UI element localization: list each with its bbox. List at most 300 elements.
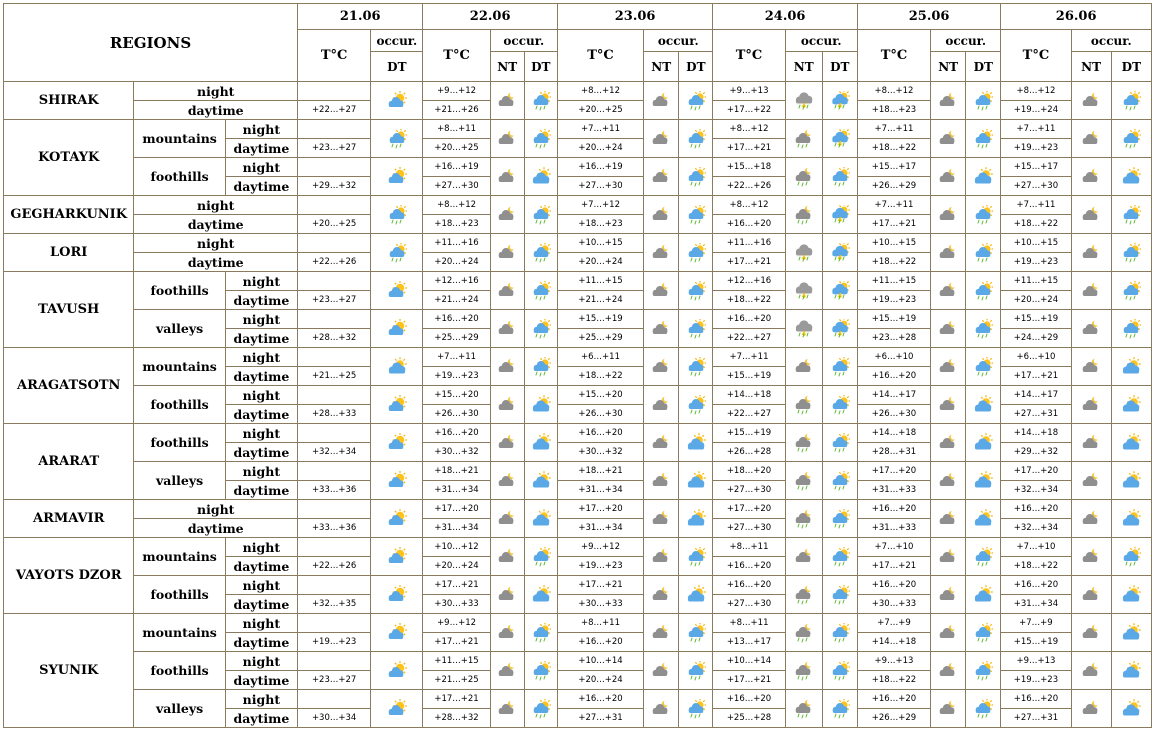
night-weather-icon-cell bbox=[931, 424, 966, 462]
daytime-temp: +13…+17 bbox=[713, 633, 785, 652]
night-weather-icon-cell bbox=[644, 538, 679, 576]
night-temp: +16…+20 bbox=[1001, 500, 1071, 519]
moon-cloud-icon bbox=[1081, 394, 1101, 413]
cloud-sun-icon bbox=[973, 394, 993, 413]
cloud-sun-icon bbox=[1121, 166, 1141, 185]
daytime-weather-icon-cell bbox=[1111, 196, 1151, 234]
daytime-temp: +17…+21 bbox=[713, 253, 785, 272]
night-weather-icon-cell bbox=[644, 576, 679, 614]
night-temp: +10…+14 bbox=[557, 652, 643, 671]
daytime-temp: +19…+23 bbox=[1001, 253, 1071, 272]
moon-cloud-icon bbox=[1081, 128, 1101, 147]
occurrence-header: occur. bbox=[1071, 30, 1151, 52]
daytime-temp: +21…+26 bbox=[423, 101, 490, 120]
zone-name: mountains bbox=[134, 348, 225, 386]
cloud-sun-rain-icon bbox=[830, 584, 850, 603]
moon-cloud-icon bbox=[1081, 166, 1101, 185]
cloud-sun-rain-icon bbox=[686, 204, 706, 223]
daytime-temp: +28…+31 bbox=[857, 443, 930, 462]
date-header: 23.06 bbox=[557, 4, 713, 30]
daytime-temp: +20…+24 bbox=[423, 253, 490, 272]
daytime-temp: +27…+30 bbox=[713, 519, 785, 538]
cloud-sun-rain-icon bbox=[830, 546, 850, 565]
zone-name: mountains bbox=[134, 614, 225, 652]
cloud-sun-rain-icon bbox=[387, 242, 407, 261]
moon-cloud-icon bbox=[1081, 432, 1101, 451]
daytime-weather-icon-cell bbox=[966, 310, 1001, 348]
night-weather-icon-cell bbox=[785, 576, 822, 614]
night-temp: +15…+17 bbox=[1001, 158, 1071, 177]
cloud-sun-rain-icon bbox=[686, 242, 706, 261]
daytime-temp: +17…+21 bbox=[713, 139, 785, 158]
night-weather-icon-cell bbox=[490, 234, 524, 272]
moon-cloud-icon bbox=[497, 242, 517, 261]
daytime-temp: +18…+22 bbox=[857, 253, 930, 272]
night-temp: +7…+11 bbox=[857, 196, 930, 215]
night-weather-icon-cell bbox=[931, 690, 966, 728]
time-of-day-daytime: daytime bbox=[225, 139, 297, 158]
daytime-temp: +27…+31 bbox=[1001, 709, 1071, 728]
daytime-weather-icon-cell bbox=[822, 158, 857, 196]
daytime-weather-icon-cell bbox=[524, 82, 557, 120]
table-row bbox=[4, 690, 1152, 709]
night-temp: +18…+21 bbox=[423, 462, 490, 481]
night-temp: +16…+19 bbox=[557, 158, 643, 177]
sun-cloud-icon bbox=[387, 546, 407, 565]
table-body bbox=[4, 82, 1152, 728]
daytime-weather-icon-cell bbox=[966, 652, 1001, 690]
first-day-night-temp bbox=[298, 310, 371, 329]
time-of-day-daytime: daytime bbox=[134, 215, 298, 234]
moon-cloud-icon bbox=[938, 508, 958, 527]
sun-cloud-icon bbox=[387, 584, 407, 603]
moon-cloud-icon bbox=[938, 166, 958, 185]
first-day-daytime-icon bbox=[371, 120, 423, 158]
night-temp: +14…+17 bbox=[1001, 386, 1071, 405]
moon-cloud-icon bbox=[651, 280, 671, 299]
moon-cloud-icon bbox=[497, 318, 517, 337]
daytime-weather-icon-cell bbox=[524, 386, 557, 424]
night-weather-icon-cell bbox=[785, 462, 822, 500]
night-temp: +8…+11 bbox=[713, 614, 785, 633]
moon-cloud-icon bbox=[497, 128, 517, 147]
moon-cloud-icon bbox=[497, 204, 517, 223]
zone-name: valleys bbox=[134, 690, 225, 728]
moon-cloud-icon bbox=[794, 356, 814, 375]
daytime-temp: +22…+27 bbox=[713, 329, 785, 348]
night-temp: +12…+16 bbox=[713, 272, 785, 291]
table-row bbox=[4, 120, 1152, 139]
night-weather-icon-cell bbox=[1071, 500, 1111, 538]
daytime-temp: +20…+24 bbox=[423, 557, 490, 576]
first-day-daytime-icon bbox=[371, 576, 423, 614]
night-temp: +17…+21 bbox=[423, 690, 490, 709]
first-day-night-temp bbox=[298, 196, 371, 215]
time-of-day-daytime: daytime bbox=[134, 253, 298, 272]
table-row bbox=[4, 538, 1152, 557]
night-weather-icon-cell bbox=[644, 158, 679, 196]
daytime-weather-icon-cell bbox=[1111, 576, 1151, 614]
daytime-weather-icon-cell bbox=[822, 310, 857, 348]
cloud-sun-rain-icon bbox=[830, 356, 850, 375]
daytime-temp: +25…+29 bbox=[423, 329, 490, 348]
sun-cloud-icon bbox=[387, 166, 407, 185]
moon-cloud-rain-icon bbox=[794, 584, 814, 603]
forecast-table-wrapper bbox=[3, 3, 1152, 728]
daytime-weather-icon-cell bbox=[524, 690, 557, 728]
daytime-weather-icon-cell bbox=[679, 272, 713, 310]
table-row bbox=[4, 576, 1152, 595]
first-day-daytime-icon bbox=[371, 386, 423, 424]
cloud-sun-rain-icon bbox=[531, 204, 551, 223]
night-weather-icon-cell bbox=[644, 424, 679, 462]
daytime-weather-icon-cell bbox=[966, 614, 1001, 652]
night-weather-icon-cell bbox=[1071, 120, 1111, 158]
night-weather-icon-cell bbox=[644, 690, 679, 728]
night-temp: +11…+15 bbox=[557, 272, 643, 291]
night-temp: +16…+20 bbox=[1001, 576, 1071, 595]
daytime-temp: +14…+18 bbox=[857, 633, 930, 652]
cloud-rain-storm-icon bbox=[794, 242, 814, 261]
daytime-weather-icon-cell bbox=[679, 158, 713, 196]
table-row bbox=[4, 652, 1152, 671]
cloud-sun-rain-icon bbox=[531, 242, 551, 261]
first-day-night-temp bbox=[298, 690, 371, 709]
night-temp: +7…+11 bbox=[857, 120, 930, 139]
cloud-sun-rain-icon bbox=[973, 128, 993, 147]
time-of-day-daytime: daytime bbox=[225, 709, 297, 728]
daytime-weather-icon-cell bbox=[822, 386, 857, 424]
daytime-temp: +26…+30 bbox=[857, 405, 930, 424]
daytime-temp: +19…+23 bbox=[423, 367, 490, 386]
daytime-weather-icon-cell bbox=[822, 576, 857, 614]
cloud-sun-rain-icon bbox=[531, 622, 551, 641]
first-day-daytime-icon bbox=[371, 158, 423, 196]
time-of-day-night: night bbox=[134, 196, 298, 215]
night-time-header: NT bbox=[931, 52, 966, 82]
daytime-temp: +19…+23 bbox=[1001, 671, 1071, 690]
night-temp: +10…+14 bbox=[713, 652, 785, 671]
moon-cloud-icon bbox=[938, 470, 958, 489]
night-weather-icon-cell bbox=[1071, 310, 1111, 348]
sun-cloud-icon bbox=[387, 622, 407, 641]
moon-cloud-icon bbox=[497, 356, 517, 375]
night-temp: +9…+13 bbox=[1001, 652, 1071, 671]
night-weather-icon-cell bbox=[785, 120, 822, 158]
cloud-sun-icon bbox=[1121, 660, 1141, 679]
temp-column-header: T°C bbox=[298, 30, 371, 82]
daytime-temp: +20…+25 bbox=[423, 139, 490, 158]
daytime-weather-icon-cell bbox=[679, 652, 713, 690]
night-temp: +8…+12 bbox=[1001, 82, 1071, 101]
moon-cloud-rain-icon bbox=[794, 470, 814, 489]
daytime-temp: +18…+22 bbox=[857, 139, 930, 158]
daytime-temp: +18…+22 bbox=[857, 671, 930, 690]
night-weather-icon-cell bbox=[1071, 538, 1111, 576]
cloud-sun-rain-icon bbox=[531, 90, 551, 109]
cloud-sun-rain-storm-icon bbox=[830, 204, 850, 223]
daytime-weather-icon-cell bbox=[679, 424, 713, 462]
night-temp: +7…+11 bbox=[713, 348, 785, 367]
cloud-sun-icon bbox=[686, 470, 706, 489]
night-weather-icon-cell bbox=[931, 234, 966, 272]
daytime-temp: +15…+19 bbox=[713, 367, 785, 386]
daytime-weather-icon-cell bbox=[524, 500, 557, 538]
daytime-temp: +27…+30 bbox=[423, 177, 490, 196]
cloud-sun-rain-icon bbox=[686, 660, 706, 679]
moon-cloud-rain-icon bbox=[794, 204, 814, 223]
cloud-sun-icon bbox=[1121, 622, 1141, 641]
moon-cloud-icon bbox=[497, 90, 517, 109]
night-temp: +15…+18 bbox=[713, 158, 785, 177]
night-weather-icon-cell bbox=[931, 386, 966, 424]
daytime-weather-icon-cell bbox=[966, 462, 1001, 500]
cloud-sun-rain-icon bbox=[531, 128, 551, 147]
daytime-weather-icon-cell bbox=[822, 462, 857, 500]
moon-cloud-icon bbox=[938, 356, 958, 375]
night-weather-icon-cell bbox=[931, 196, 966, 234]
night-weather-icon-cell bbox=[931, 538, 966, 576]
night-temp: +8…+11 bbox=[713, 538, 785, 557]
cloud-sun-rain-icon bbox=[830, 622, 850, 641]
night-weather-icon-cell bbox=[490, 196, 524, 234]
daytime-header: DT bbox=[524, 52, 557, 82]
zone-name: mountains bbox=[134, 120, 225, 158]
night-time-header: NT bbox=[644, 52, 679, 82]
time-of-day-daytime: daytime bbox=[225, 633, 297, 652]
daytime-weather-icon-cell bbox=[822, 500, 857, 538]
cloud-sun-rain-icon bbox=[973, 698, 993, 717]
first-day-daytime-temp: +32…+34 bbox=[298, 443, 371, 462]
daytime-weather-icon-cell bbox=[966, 500, 1001, 538]
night-temp: +16…+20 bbox=[857, 690, 930, 709]
moon-cloud-icon bbox=[651, 318, 671, 337]
date-header: 22.06 bbox=[423, 4, 557, 30]
cloud-sun-rain-icon bbox=[531, 698, 551, 717]
moon-cloud-icon bbox=[1081, 356, 1101, 375]
daytime-weather-icon-cell bbox=[1111, 272, 1151, 310]
table-row bbox=[4, 386, 1152, 405]
occurrence-header: occur. bbox=[785, 30, 857, 52]
night-temp: +7…+10 bbox=[857, 538, 930, 557]
cloud-sun-rain-icon bbox=[686, 356, 706, 375]
night-weather-icon-cell bbox=[644, 462, 679, 500]
night-temp: +15…+19 bbox=[713, 424, 785, 443]
time-of-day-daytime: daytime bbox=[225, 595, 297, 614]
moon-cloud-icon bbox=[938, 242, 958, 261]
night-temp: +17…+21 bbox=[423, 576, 490, 595]
night-temp: +7…+10 bbox=[1001, 538, 1071, 557]
daytime-temp: +31…+34 bbox=[1001, 595, 1071, 614]
cloud-sun-rain-icon bbox=[973, 90, 993, 109]
daytime-weather-icon-cell bbox=[1111, 500, 1151, 538]
first-day-daytime-icon bbox=[371, 500, 423, 538]
night-weather-icon-cell bbox=[785, 310, 822, 348]
moon-cloud-icon bbox=[497, 584, 517, 603]
zone-name: mountains bbox=[134, 538, 225, 576]
cloud-sun-icon bbox=[973, 584, 993, 603]
cloud-sun-rain-icon bbox=[531, 356, 551, 375]
occurrence-header: occur. bbox=[490, 30, 557, 52]
daytime-weather-icon-cell bbox=[822, 614, 857, 652]
night-weather-icon-cell bbox=[931, 348, 966, 386]
sun-cloud-icon bbox=[387, 508, 407, 527]
daytime-temp: +32…+34 bbox=[1001, 481, 1071, 500]
night-weather-icon-cell bbox=[644, 386, 679, 424]
cloud-sun-icon bbox=[1121, 698, 1141, 717]
night-weather-icon-cell bbox=[490, 576, 524, 614]
daytime-temp: +20…+24 bbox=[1001, 291, 1071, 310]
night-time-header: NT bbox=[785, 52, 822, 82]
first-day-daytime-icon bbox=[371, 348, 423, 386]
night-temp: +16…+19 bbox=[423, 158, 490, 177]
first-day-daytime-icon bbox=[371, 82, 423, 120]
cloud-sun-rain-storm-icon bbox=[830, 90, 850, 109]
sun-cloud-icon bbox=[387, 698, 407, 717]
night-weather-icon-cell bbox=[644, 652, 679, 690]
night-weather-icon-cell bbox=[931, 158, 966, 196]
night-temp: +6…+10 bbox=[1001, 348, 1071, 367]
cloud-sun-icon bbox=[531, 470, 551, 489]
daytime-weather-icon-cell bbox=[966, 690, 1001, 728]
daytime-temp: +15…+19 bbox=[1001, 633, 1071, 652]
time-of-day-night: night bbox=[225, 614, 297, 633]
first-day-daytime-temp: +23…+27 bbox=[298, 139, 371, 158]
time-of-day-night: night bbox=[225, 120, 297, 139]
occurrence-header: occur. bbox=[931, 30, 1001, 52]
cloud-rain-storm-icon bbox=[794, 280, 814, 299]
daytime-weather-icon-cell bbox=[966, 120, 1001, 158]
table-row bbox=[4, 158, 1152, 177]
daytime-temp: +19…+23 bbox=[1001, 139, 1071, 158]
night-temp: +16…+20 bbox=[423, 424, 490, 443]
daytime-temp: +21…+25 bbox=[423, 671, 490, 690]
cloud-sun-icon bbox=[973, 470, 993, 489]
daytime-temp: +27…+30 bbox=[557, 177, 643, 196]
time-of-day-night: night bbox=[225, 424, 297, 443]
first-day-daytime-temp: +32…+35 bbox=[298, 595, 371, 614]
night-temp: +10…+15 bbox=[1001, 234, 1071, 253]
zone-name: valleys bbox=[134, 462, 225, 500]
cloud-sun-rain-icon bbox=[387, 204, 407, 223]
night-weather-icon-cell bbox=[490, 500, 524, 538]
daytime-temp: +26…+29 bbox=[857, 709, 930, 728]
daytime-weather-icon-cell bbox=[1111, 614, 1151, 652]
time-of-day-night: night bbox=[225, 538, 297, 557]
night-temp: +17…+21 bbox=[557, 576, 643, 595]
table-row bbox=[4, 614, 1152, 633]
daytime-weather-icon-cell bbox=[1111, 652, 1151, 690]
cloud-sun-icon bbox=[531, 432, 551, 451]
sun-cloud-icon bbox=[387, 280, 407, 299]
daytime-weather-icon-cell bbox=[966, 196, 1001, 234]
night-weather-icon-cell bbox=[1071, 690, 1111, 728]
daytime-temp: +17…+21 bbox=[857, 557, 930, 576]
cloud-sun-rain-icon bbox=[830, 508, 850, 527]
time-of-day-night: night bbox=[225, 310, 297, 329]
cloud-sun-icon bbox=[531, 584, 551, 603]
night-temp: +8…+12 bbox=[713, 120, 785, 139]
night-weather-icon-cell bbox=[785, 690, 822, 728]
time-of-day-night: night bbox=[225, 652, 297, 671]
daytime-temp: +31…+34 bbox=[557, 481, 643, 500]
night-weather-icon-cell bbox=[931, 310, 966, 348]
daytime-temp: +22…+26 bbox=[713, 177, 785, 196]
date-header: 25.06 bbox=[857, 4, 1000, 30]
night-weather-icon-cell bbox=[490, 652, 524, 690]
night-temp: +11…+16 bbox=[713, 234, 785, 253]
sun-cloud-icon bbox=[387, 660, 407, 679]
daytime-weather-icon-cell bbox=[966, 82, 1001, 120]
time-of-day-daytime: daytime bbox=[225, 367, 297, 386]
cloud-sun-rain-storm-icon bbox=[830, 318, 850, 337]
zone-name: foothills bbox=[134, 272, 225, 310]
night-weather-icon-cell bbox=[490, 538, 524, 576]
daytime-weather-icon-cell bbox=[966, 272, 1001, 310]
daytime-weather-icon-cell bbox=[524, 310, 557, 348]
first-day-night-temp bbox=[298, 576, 371, 595]
moon-cloud-icon bbox=[1081, 242, 1101, 261]
first-day-daytime-icon bbox=[371, 690, 423, 728]
moon-cloud-icon bbox=[651, 660, 671, 679]
cloud-sun-rain-icon bbox=[973, 356, 993, 375]
first-day-night-temp bbox=[298, 462, 371, 481]
night-weather-icon-cell bbox=[644, 234, 679, 272]
cloud-sun-rain-icon bbox=[973, 622, 993, 641]
table-row bbox=[4, 462, 1152, 481]
night-weather-icon-cell bbox=[644, 348, 679, 386]
daytime-temp: +16…+20 bbox=[557, 633, 643, 652]
night-temp: +16…+20 bbox=[1001, 690, 1071, 709]
cloud-sun-icon bbox=[531, 166, 551, 185]
first-day-night-temp bbox=[298, 652, 371, 671]
moon-cloud-icon bbox=[938, 432, 958, 451]
temp-column-header: T°C bbox=[857, 30, 930, 82]
night-weather-icon-cell bbox=[644, 614, 679, 652]
night-weather-icon-cell bbox=[931, 82, 966, 120]
moon-cloud-icon bbox=[1081, 660, 1101, 679]
first-day-daytime-temp: +22…+26 bbox=[298, 253, 371, 272]
daytime-temp: +31…+34 bbox=[423, 481, 490, 500]
night-weather-icon-cell bbox=[490, 614, 524, 652]
first-day-night-temp bbox=[298, 348, 371, 367]
cloud-sun-rain-icon bbox=[387, 128, 407, 147]
daytime-temp: +19…+23 bbox=[557, 557, 643, 576]
sun-cloud-icon bbox=[387, 432, 407, 451]
night-weather-icon-cell bbox=[1071, 82, 1111, 120]
cloud-sun-rain-storm-icon bbox=[830, 242, 850, 261]
night-weather-icon-cell bbox=[644, 310, 679, 348]
night-weather-icon-cell bbox=[785, 652, 822, 690]
forecast-table bbox=[3, 3, 1152, 728]
sun-cloud-icon bbox=[387, 470, 407, 489]
time-of-day-night: night bbox=[134, 234, 298, 253]
daytime-weather-icon-cell bbox=[1111, 424, 1151, 462]
region-name: KOTAYK bbox=[4, 120, 134, 196]
first-day-night-temp bbox=[298, 614, 371, 633]
night-temp: +15…+19 bbox=[1001, 310, 1071, 329]
time-of-day-daytime: daytime bbox=[225, 443, 297, 462]
region-name: TAVUSH bbox=[4, 272, 134, 348]
daytime-header: DT bbox=[679, 52, 713, 82]
night-temp: +16…+20 bbox=[857, 500, 930, 519]
daytime-temp: +31…+33 bbox=[857, 481, 930, 500]
daytime-weather-icon-cell bbox=[1111, 82, 1151, 120]
night-weather-icon-cell bbox=[785, 500, 822, 538]
daytime-weather-icon-cell bbox=[1111, 348, 1151, 386]
cloud-sun-icon bbox=[531, 508, 551, 527]
table-header bbox=[4, 4, 1152, 82]
